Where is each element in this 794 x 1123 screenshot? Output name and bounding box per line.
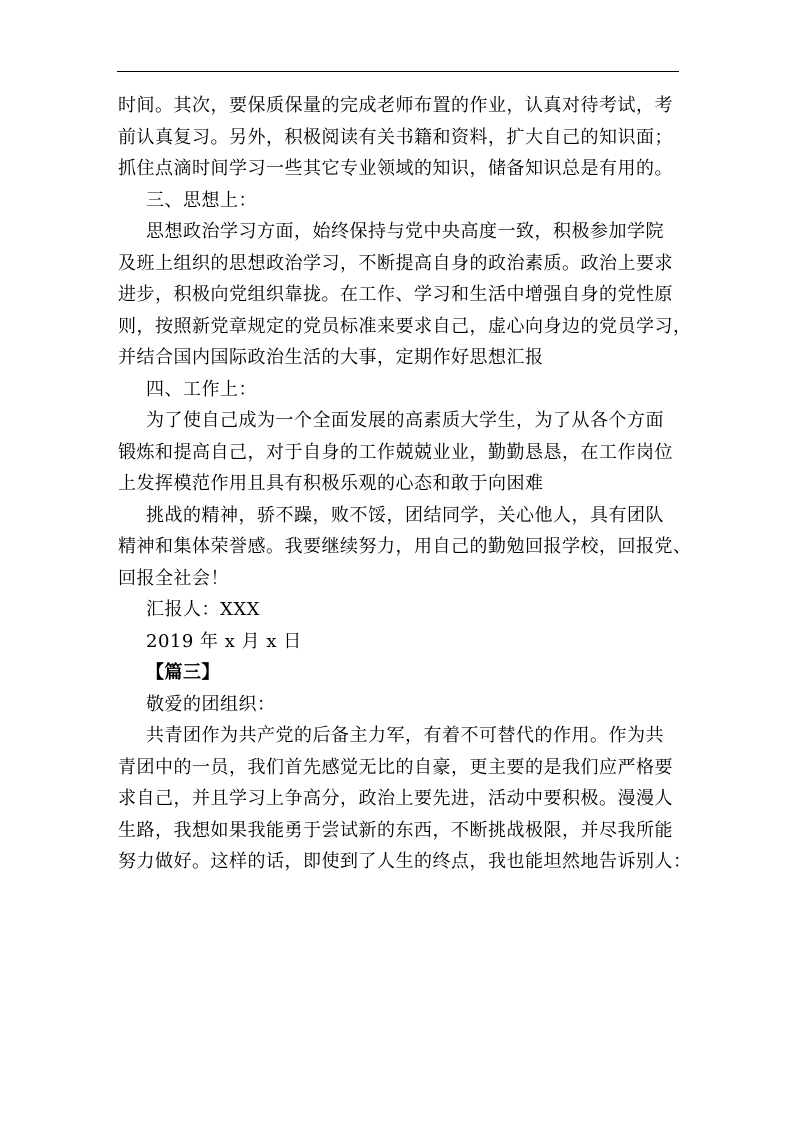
paragraph-line: 精神和集体荣誉感。我要继续努力，用自己的勤勉回报学校，回报党、	[118, 536, 692, 557]
paragraph-line: 努力做好。这样的话，即使到了人生的终点，我也能坦然地告诉别人：	[118, 851, 692, 872]
paragraph-line: 青团中的一员，我们首先感觉无比的自豪，更主要的是我们应严格要	[118, 756, 673, 778]
paragraph-line: 求自己，并且学习上争高分，政治上要先进，活动中要积极。漫漫人	[118, 788, 673, 809]
signature-line: 汇报人：XXX	[146, 599, 260, 620]
paragraph-line: 上发挥模范作用且具有积极乐观的心态和敢于向困难	[118, 473, 544, 494]
paragraph-line: 及班上组织的思想政治学习，不断提高自身的政治素质。政治上要求	[118, 252, 673, 274]
header-rule	[117, 71, 679, 72]
part-heading: 【篇三】	[146, 662, 220, 683]
section-heading: 四、工作上：	[146, 378, 257, 400]
document-body	[118, 90, 692, 878]
paragraph-line: 时间。其次，要保质保量的完成老师布置的作业，认真对待考试，考	[118, 95, 673, 116]
section-heading: 三、思想上：	[146, 189, 257, 211]
paragraph-line: 挑战的精神，骄不躁，败不馁，团结同学，关心他人，具有团队	[146, 504, 664, 526]
paragraph-line: 回报全社会！	[118, 567, 229, 589]
paragraph-line: 为了使自己成为一个全面发展的高素质大学生，为了从各个方面	[146, 410, 664, 431]
date-line: 2019 年 x 月 x 日	[146, 630, 302, 652]
paragraph-line: 并结合国内国际政治生活的大事，定期作好思想汇报	[118, 347, 544, 368]
paragraph-line: 则，按照新党章规定的党员标准来要求自己，虚心向身边的党员学习，	[118, 315, 692, 337]
paragraph-line: 锻炼和提高自己，对于自身的工作兢兢业业，勤勤恳恳，在工作岗位	[118, 441, 673, 463]
paragraph-line: 前认真复习。另外，积极阅读有关书籍和资料，扩大自己的知识面；	[118, 126, 673, 148]
paragraph-line: 抓住点滴时间学习一些其它专业领域的知识，储备知识总是有用的。	[118, 158, 673, 179]
paragraph-line: 生路，我想如果我能勇于尝试新的东西，不断挑战极限，并尽我所能	[118, 819, 673, 841]
paragraph-line: 进步，积极向党组织靠拢。在工作、学习和生活中增强自身的党性原	[118, 284, 673, 305]
paragraph-line: 共青团作为共产党的后备主力军，有着不可替代的作用。作为共	[146, 725, 664, 746]
salutation: 敬爱的团组织：	[146, 693, 276, 715]
paragraph-line: 思想政治学习方面，始终保持与党中央高度一致，积极参加学院	[146, 221, 664, 242]
